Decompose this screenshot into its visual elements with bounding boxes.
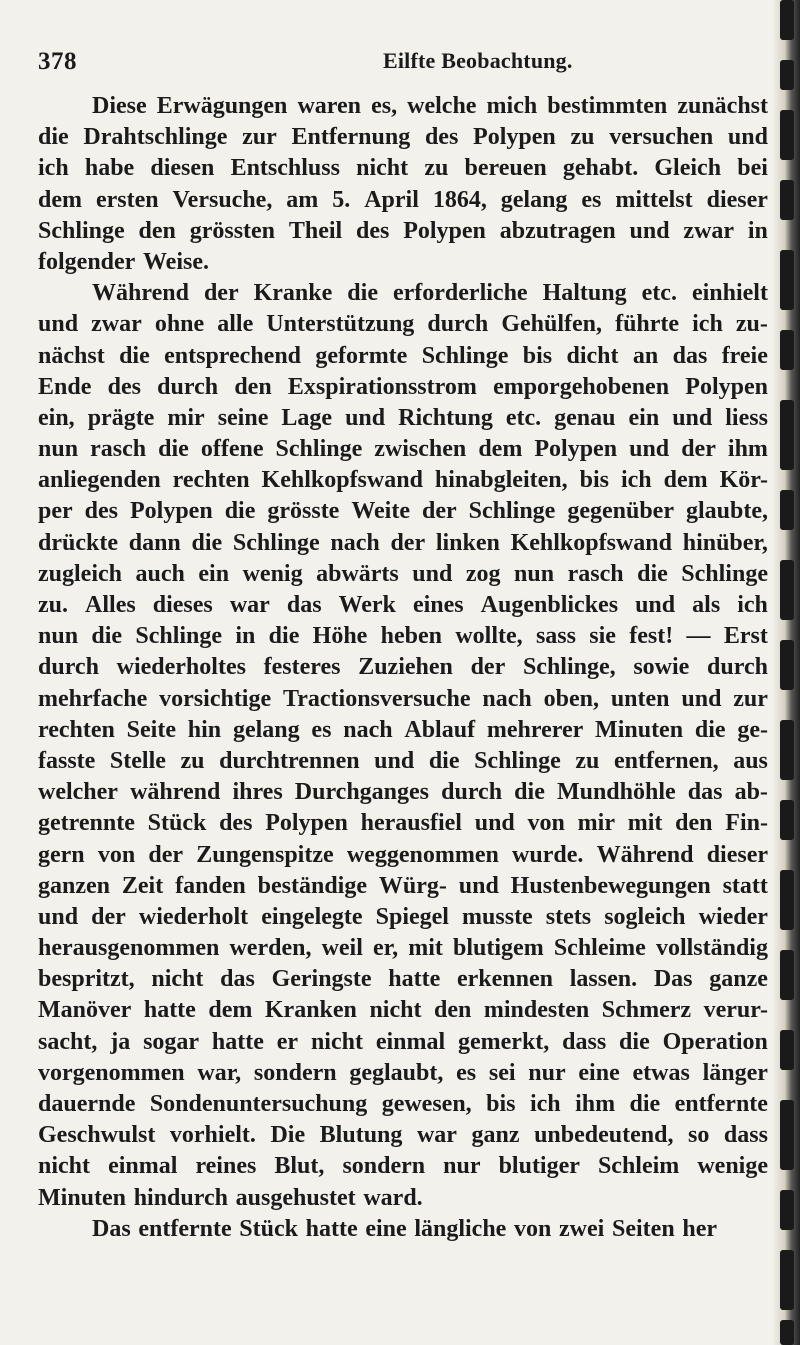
edge-mark xyxy=(780,1250,794,1310)
text-line: bespritzt, nicht das Geringste hatte erkennen lassen. Das ganze xyxy=(38,966,768,993)
text-line: nun die Schlinge in die Höhe heben wollte, sass sie fest! — Erst xyxy=(38,623,768,650)
edge-mark xyxy=(780,1320,794,1345)
text-line: mehrfache vorsichtige Tractionsversuche nach oben, unten und zur xyxy=(38,685,768,712)
edge-mark xyxy=(780,60,794,90)
text-line: anliegenden rechten Kehlkopfswand hinabgleiten, bis ich dem Kör- xyxy=(38,467,768,494)
text-line: Geschwulst vorhielt. Die Blutung war ganz unbedeutend, so dass xyxy=(38,1122,768,1149)
text-line: nun rasch die offene Schlinge zwischen dem Polypen und der ihm xyxy=(38,436,768,463)
edge-mark xyxy=(780,330,794,370)
edge-mark xyxy=(780,870,794,930)
text-line: Minuten hindurch ausgehustet ward. xyxy=(38,1184,423,1211)
text-line: Diese Erwägungen waren es, welche mich bestimmten zunächst xyxy=(92,93,768,119)
page-number: 378 xyxy=(38,48,77,75)
text-line: folgender Weise. xyxy=(38,248,209,275)
edge-mark xyxy=(780,250,794,310)
edge-mark xyxy=(780,400,794,470)
edge-mark xyxy=(780,950,794,1000)
text-line: zugleich auch ein wenig abwärts und zog nun rasch die Schlinge xyxy=(38,560,768,587)
text-line: per des Polypen die grösste Weite der Schlinge gegenüber glaubte, xyxy=(38,498,768,525)
text-line: sacht, ja sogar hatte er nicht einmal gemerkt, dass die Operation xyxy=(38,1028,768,1055)
text-line: Ende des durch den Exspirationsstrom emporgehobenen Polypen xyxy=(38,373,768,400)
body-text xyxy=(38,91,768,1245)
text-line: ich habe diesen Entschluss nicht zu bereuen gehabt. Gleich bei xyxy=(38,155,768,182)
text-line: getrennte Stück des Polypen herausfiel und von mir mit den Fin- xyxy=(38,810,768,837)
text-line: zu. Alles dieses war das Werk eines Augenblickes und als ich xyxy=(38,592,768,618)
text-line: durch wiederholtes festeres Zuziehen der Schlinge, sowie durch xyxy=(38,654,768,681)
edge-mark xyxy=(780,720,794,780)
text-line: vorgenommen war, sondern geglaubt, es sei nur eine etwas länger xyxy=(38,1059,768,1086)
edge-mark xyxy=(780,1100,794,1170)
text-line: dauernde Sondenuntersuchung gewesen, bis ich ihm die entfernte xyxy=(38,1091,768,1117)
edge-mark xyxy=(780,180,794,220)
text-line: die Drahtschlinge zur Entfernung des Polypen zu versuchen und xyxy=(38,124,768,151)
text-line: welcher während ihres Durchganges durch die Mundhöhle das ab- xyxy=(38,779,768,806)
edge-mark xyxy=(780,1190,794,1230)
edge-mark xyxy=(780,1030,794,1070)
edge-mark xyxy=(780,110,794,160)
edge-mark xyxy=(780,490,794,530)
edge-mark xyxy=(780,560,794,620)
text-line: rechten Seite hin gelang es nach Ablauf mehrerer Minuten die ge- xyxy=(38,716,768,743)
text-line: nächst die entsprechend geformte Schlinge bis dicht an das freie xyxy=(38,342,768,369)
text-line: ganzen Zeit fanden beständige Würg- und Hustenbewegungen statt xyxy=(38,872,768,899)
text-line: Manöver hatte dem Kranken nicht den mindesten Schmerz verur- xyxy=(38,997,768,1024)
text-line: Schlinge den grössten Theil des Polypen abzutragen und zwar in xyxy=(38,217,768,244)
edge-mark xyxy=(780,800,794,840)
text-line: herausgenommen werden, weil er, mit blutigem Schleime vollständig xyxy=(38,935,768,962)
page-edge-shadow xyxy=(772,0,800,1345)
edge-mark xyxy=(780,0,794,40)
text-line: Während der Kranke die erforderliche Haltung etc. einhielt xyxy=(92,280,768,307)
running-title: Eilfte Beobachtung. xyxy=(383,48,573,73)
text-line: gern von der Zungenspitze weggenommen wurde. Während dieser xyxy=(38,841,768,868)
text-line: drückte dann die Schlinge nach der linken Kehlkopfswand hinüber, xyxy=(38,529,768,556)
page-header xyxy=(38,48,758,80)
text-line: nicht einmal reines Blut, sondern nur blutiger Schleim wenige xyxy=(38,1153,768,1180)
text-line: fasste Stelle zu durchtrennen und die Schlinge zu entfernen, aus xyxy=(38,747,768,774)
text-line: und der wiederholt eingelegte Spiegel musste stets sogleich wieder xyxy=(38,903,768,930)
text-line: dem ersten Versuche, am 5. April 1864, gelang es mittelst dieser xyxy=(38,186,768,213)
text-line: Das entfernte Stück hatte eine längliche von zwei Seiten her xyxy=(92,1215,718,1242)
text-line: ein, prägte mir seine Lage und Richtung etc. genau ein und liess xyxy=(38,404,768,431)
edge-mark xyxy=(780,640,794,690)
text-line: und zwar ohne alle Unterstützung durch Gehülfen, führte ich zu- xyxy=(38,311,768,338)
